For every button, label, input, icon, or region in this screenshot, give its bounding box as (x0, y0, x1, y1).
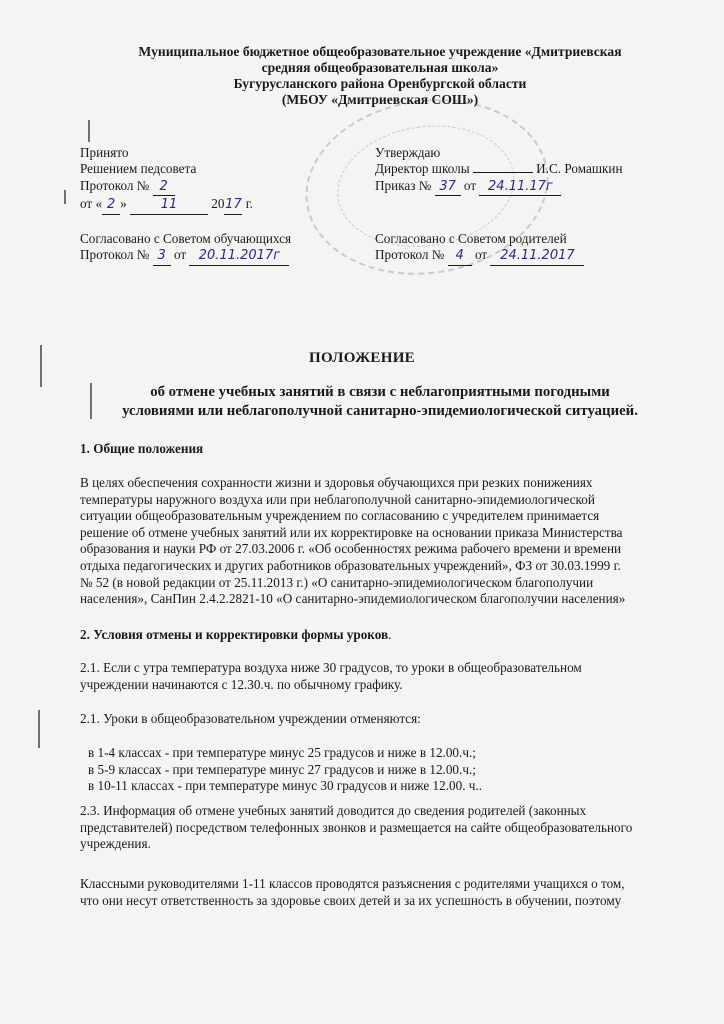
agreed-students: Согласовано с Советом обучающихся Протокол № 3 от 20.11.2017г (80, 231, 291, 266)
margin-mark (88, 120, 90, 142)
section-1-body: В целях обеспечения сохранности жизни и здоровья обучающихся при резких понижениях температуры наружного воздуха или при неблагополучной санитарно-эпидемиологической ситуации общеобразовательным учреждением по согласованию с учредителем принимается решение об отмене учебных занятий или их корректировке на основании приказа Министерства образования и науки РФ от 27.03.2006 г. «Об особенностях режима рабочего времени и времени отдыха педагогических и других работников образовательных учреждений», ФЗ от 30.03.1999 г. № 52 (в новой редакции от 25.11.2013 г.) «О санитарно-эпидемиологическом благополучии населения», СанПин 2.4.2.2821-10 «О санитарно-эпидемиологическом благополучии населения» (80, 475, 626, 607)
agreed-parents: Согласовано с Советом родителей Протокол № 4 от 24.11.2017 (375, 231, 584, 266)
document-subtitle: об отмене учебных занятий в связи с неблагоприятными погодными условиями или неблагополучной санитарно-эпидемиологической ситуацией. (122, 384, 638, 419)
approval-right (375, 145, 623, 196)
list-item: в 10-11 классах - при температуре минус 30 градусов и ниже 12.00. ч.. (88, 778, 483, 794)
section-2-4: Классными руководителями 1-11 классов проводятся разъяснения с родителями учащихся о том, что они несут ответственность за здоровье своих детей и за их успешность в обучении, поэтому (80, 876, 625, 908)
list-item: в 1-4 классах - при температуре минус 25 градусов и ниже в 12.00.ч.; (88, 745, 476, 760)
approval-left (80, 145, 253, 215)
header-line: Муниципальное бюджетное общеобразовательное учреждение «Дмитриевская (138, 44, 622, 59)
section-2-1: 2.1. Если с утра температура воздуха ниже 30 градусов, то уроки в общеобразовательном учреждении начинаются с 12.30.ч. по обычному графику. (80, 660, 582, 692)
header-line: Бугурусланского района Оренбургской области (233, 76, 527, 91)
organization-header (100, 44, 660, 108)
section-2-3: 2.3. Информация об отмене учебных занятий доводится до сведения родителей (законных представителей) посредством телефонных звонков и размещается на сайте общеобразовательного учреждения. (80, 803, 633, 852)
approval-left-line: Принято (80, 145, 129, 160)
margin-mark (64, 190, 66, 204)
approval-left-line: Решением педсовета (80, 161, 197, 177)
section-2-2-list (88, 745, 712, 795)
approval-left-date: от « 2 » 11 2017 г. (80, 196, 253, 214)
section-1-heading: 1. Общие положения (80, 441, 204, 456)
approval-right-director: Директор школы И.С. Ромашкин (375, 161, 623, 177)
header-line: средняя общеобразовательная школа» (261, 60, 499, 75)
margin-mark (38, 710, 40, 748)
document-title: ПОЛОЖЕНИЕ (309, 350, 415, 366)
signature-line (473, 172, 533, 173)
header-line: (МБОУ «Дмитриевская СОШ») (281, 92, 479, 107)
list-item: в 5-9 классах - при температуре минус 27 градусов и ниже в 12.00.ч.; (88, 761, 476, 777)
section-2-2: 2.1. Уроки в общеобразовательном учреждении отменяются: (80, 711, 421, 726)
approval-right-line: Утверждаю (375, 145, 441, 160)
approval-right-order: Приказ № 37 от 24.11.17г (375, 178, 623, 196)
section-2-heading: 2. Условия отмены и корректировки формы уроков. (80, 627, 392, 642)
protocol-number: 2 (153, 179, 175, 196)
approval-left-protocol: Протокол № 2 (80, 178, 253, 196)
